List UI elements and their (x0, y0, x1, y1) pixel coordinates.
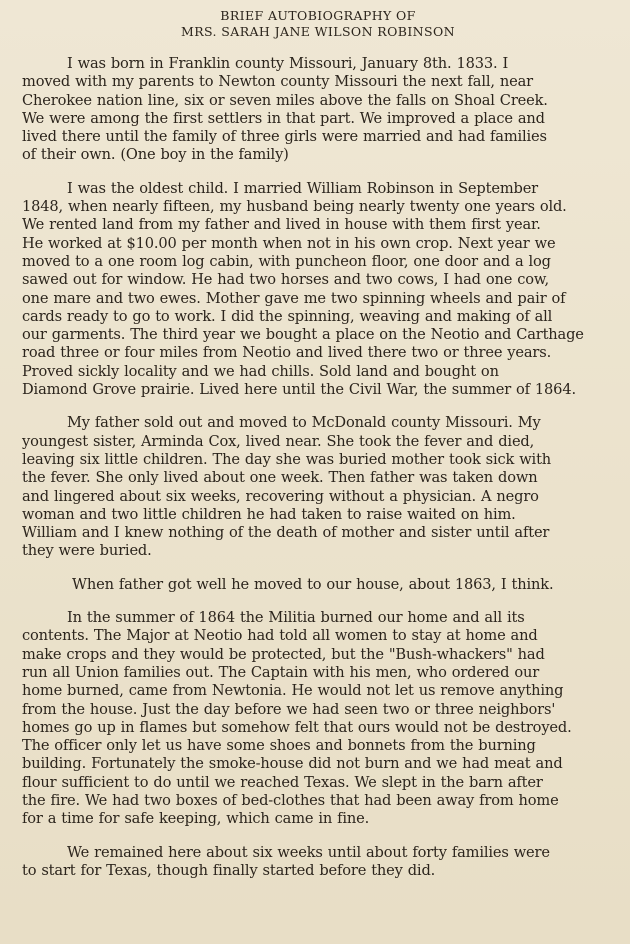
text-line: woman and two little children he had taken to raise waited on him. (22, 505, 516, 523)
paragraph-texas (22, 844, 630, 881)
text-line: In the summer of 1864 the Militia burned our home and all its (67, 609, 525, 627)
text-line: from the house. Just the day before we had seen two or three neighbors' (22, 700, 556, 718)
text-line: they were buried. (22, 542, 152, 560)
text-line: one mare and two ewes. Mother gave me two spinning wheels and pair of (22, 289, 566, 307)
text-line: We rented land from my father and lived in house with them first year. (22, 216, 541, 234)
text-line: road three or four miles from Neotio and lived there two or three years. (22, 344, 552, 362)
title-line-2: MRS. SARAH JANE WILSON ROBINSON (181, 24, 455, 39)
text-line: The officer only let us have some shoes and bonnets from the burning (22, 737, 536, 755)
text-line: We were among the first settlers in that part. We improved a place and (22, 109, 545, 127)
text-line: for a time for safe keeping, which came in fine. (22, 810, 370, 828)
paragraph-marriage (22, 180, 630, 400)
text-line: the fire. We had two boxes of bed-clothes that had been away from home (22, 791, 559, 809)
text-line: lived there until the family of three girls were married and had families (22, 128, 547, 146)
text-line: and lingered about six weeks, recovering without a physician. A negro (22, 487, 539, 505)
paragraph-father (22, 414, 630, 560)
text-line: contents. The Major at Neotio had told all women to stay at home and (22, 627, 538, 645)
text-line: cards ready to go to work. I did the spinning, weaving and making of all (22, 307, 553, 325)
text-line: home burned, came from Newtonia. He would not let us remove anything (22, 682, 564, 700)
text-line: moved to a one room log cabin, with puncheon floor, one door and a log (22, 252, 551, 270)
text-line: moved with my parents to Newton county Missouri the next fall, near (22, 73, 533, 91)
text-line: 1848, when nearly fifteen, my husband being nearly twenty one years old. (22, 198, 567, 216)
text-line: homes go up in flames but somehow felt that ours would not be destroyed. (22, 718, 572, 736)
text-line: William and I knew nothing of the death of mother and sister until after (22, 524, 550, 542)
text-line: make crops and they would be protected, but the "Bush-whackers" had (22, 645, 545, 663)
paragraph-militia (22, 609, 630, 829)
document-title (22, 8, 630, 40)
title-line-1: BRIEF AUTOBIOGRAPHY OF (220, 8, 416, 23)
paragraph-father-recovered (22, 576, 630, 594)
text-line: Cherokee nation line, six or seven miles above the falls on Shoal Creek. (22, 91, 548, 109)
text-line: our garments. The third year we bought a place on the Neotio and Carthage (22, 326, 584, 344)
text-line: We remained here about six weeks until about forty families were (67, 843, 550, 861)
text-line: My father sold out and moved to McDonald county Missouri. My (67, 414, 541, 432)
text-line: He worked at $10.00 per month when not in his own crop. Next year we (22, 234, 556, 252)
text-line: flour sufficient to do until we reached Texas. We slept in the barn after (22, 773, 543, 791)
text-line: I was the oldest child. I married William Robinson in September (67, 179, 539, 197)
text-line: leaving six little children. The day she was buried mother took sick with (22, 450, 552, 468)
text-line: sawed out for window. He had two horses and two cows, I had one cow, (22, 271, 549, 289)
text-line: building. Fortunately the smoke-house did not burn and we had meat and (22, 755, 563, 773)
text-line: When father got well he moved to our house, about 1863, I think. (72, 575, 554, 593)
text-line: I was born in Franklin county Missouri, January 8th. 1833. I (67, 55, 509, 72)
text-line: to start for Texas, though finally started before they did. (22, 861, 436, 879)
text-line: Proved sickly locality and we had chills. Sold land and bought on (22, 362, 499, 380)
text-line: of their own. (One boy in the family) (22, 146, 289, 164)
text-line: run all Union families out. The Captain with his men, who ordered our (22, 663, 540, 681)
paragraph-birth (22, 55, 630, 165)
text-line: youngest sister, Arminda Cox, lived near. She took the fever and died, (22, 432, 535, 450)
text-line: Diamond Grove prairie. Lived here until the Civil War, the summer of 1864. (22, 381, 576, 399)
text-line: the fever. She only lived about one week. Then father was taken down (22, 469, 538, 487)
